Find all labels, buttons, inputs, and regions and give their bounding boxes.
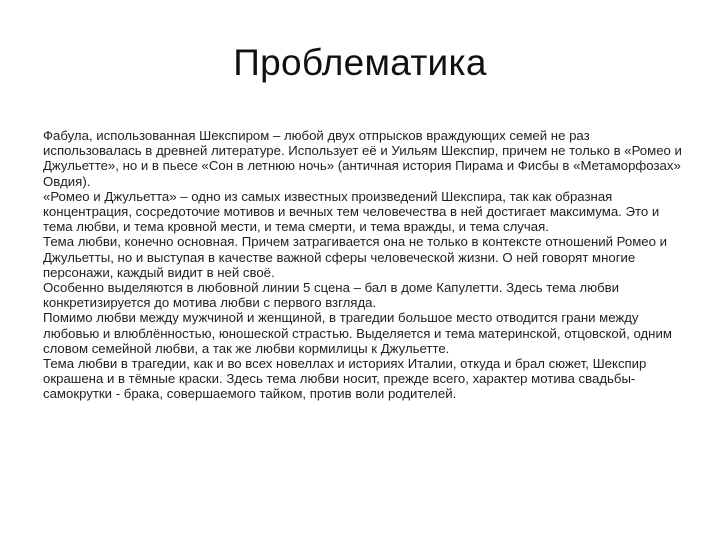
paragraph-dark-tones: Тема любви в трагедии, как и во всех новеллах и историях Италии, откуда и брал сюжет, Шекспир окрашена и в тёмные краски. Здесь тема любви носит, прежде всего, характер мотива свадьбы-самокрутки - брака, совершаемого тайком, против воли родителей. — [43, 356, 647, 402]
paragraph-plot-origin: Фабула, использованная Шекспиром – любой двух отпрысков враждующих семей не раз использовалась в древней литературе. Использует её и Уильям Шекспир, причем не только в «Ромео и Джульетте», но и в пьесе «Сон в летнюю ночь» (античная история Пирама и Фисбы в «Метаморфозах» Овдия). — [43, 128, 682, 189]
paragraph-family-love: Помимо любви между мужчиной и женщиной, в трагедии большое место отводится грани между любовью и влюблённостью, юношеской страстью. Выделяется и тема материнской, отцовской, одним словом семейной любви, а так же любви кормилицы к Джульетте. — [43, 310, 672, 356]
paragraph-ball-scene: Особенно выделяются в любовной линии 5 сцена – бал в доме Капулетти. Здесь тема любви конкретизируется до мотива любви с первого взгляда. — [43, 280, 620, 311]
paragraph-love-theme: Тема любви, конечно основная. Причем затрагивается она не только в контексте отношений Ромео и Джульетты, но и выступая в качестве важной сферы человеческой жизни. О ней говорят многие персонажи, каждый видит в ней своё. — [43, 234, 667, 280]
paragraph-famous-work: «Ромео и Джульетта» – одно из самых известных произведений Шекспира, так как образная концентрация, сосредоточие мотивов и вечных тем человечества в ней достигает максимума. Это и тема любви, и тема кровной мести, и тема смерти, и тема вражды, и тема случая. — [43, 188, 660, 235]
slide-title: Проблематика — [233, 42, 487, 83]
slide-body — [43, 128, 683, 402]
